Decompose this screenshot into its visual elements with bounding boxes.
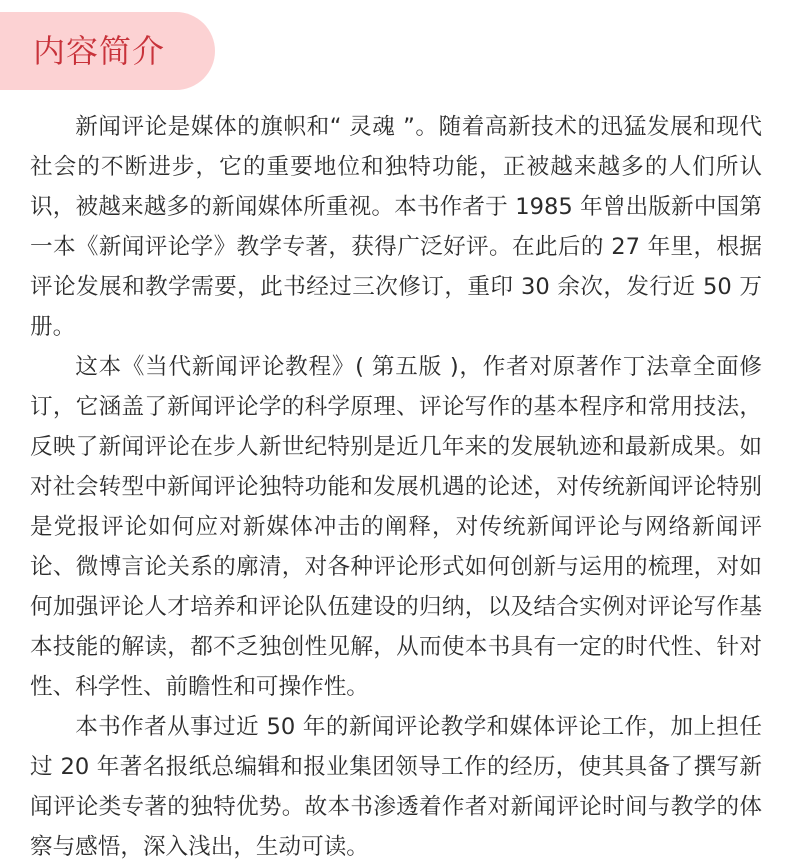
intro-paragraph-1: 新闻评论是媒体的旗帜和“ 灵魂 ”。随着高新技术的迅猛发展和现代社会的不断进步，它的重要地位和独特功能，正被越来越多的人们所认识，被越来越多的新闻媒体所重视。本书作者于 1985 年曾出版新中国第一本《新闻评论学》教学专著，获得广泛好评。在此后的 27 年里，根据评论发展和教学需要，此书经过三次修订，重印 30 余次，发行近 50 万册。	[30, 114, 762, 340]
section-title: 内容简介	[33, 32, 166, 70]
intro-paragraph-2: 这本《当代新闻评论教程》( 第五版 )，作者对原著作丁法章全面修订，它涵盖了新闻评论学的科学原理、评论写作的基本程序和常用技法，反映了新闻评论在步人新世纪特别是近几年来的发展轨迹和最新成果。如对社会转型中新闻评论独特功能和发展机遇的论述，对传统新闻评论特别是党报评论如何应对新媒体冲击的阐释，对传统新闻评论与网络新闻评论、微博言论关系的廓清，对各种评论形式如何创新与运用的梳理，对如何加强评论人才培养和评论队伍建设的归纳，以及结合实例对评论写作基本技能的解读，都不乏独创性见解，从而使本书具有一定的时代性、针对性、科学性、前瞻性和可操作性。	[30, 354, 762, 700]
intro-paragraph-3: 本书作者从事过近 50 年的新闻评论教学和媒体评论工作，加上担任过 20 年著名报纸总编辑和报业集团领导工作的经历，使其具备了撰写新闻评论类专著的独特优势。故本书渗透着作者对新闻评论时间与教学的体察与感悟，深入浅出，生动可读。	[30, 714, 762, 860]
intro-content	[30, 107, 762, 867]
